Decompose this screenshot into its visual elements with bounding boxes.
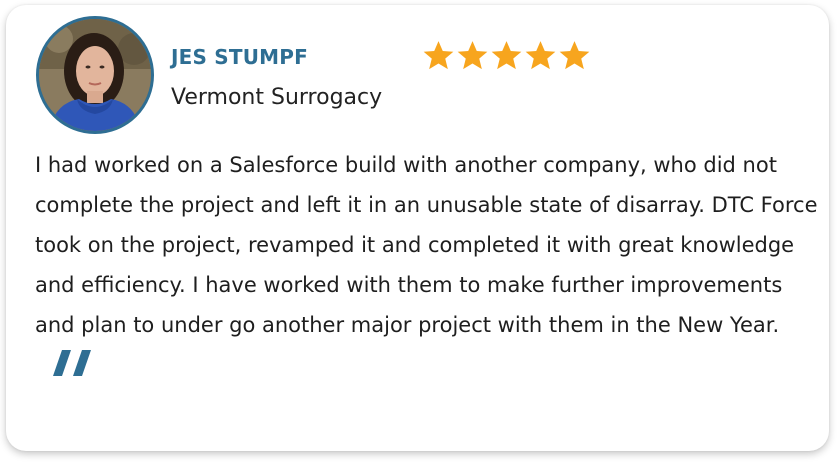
- star-rating: [422, 39, 591, 75]
- reviewer-company: Vermont Surrogacy: [171, 85, 383, 110]
- star-icon: [490, 39, 523, 72]
- star-icon: [456, 39, 489, 72]
- star-icon: [422, 39, 455, 72]
- reviewer-name: JES STUMPF: [171, 45, 308, 69]
- closing-quote-icon: [53, 350, 93, 376]
- star-icon: [524, 39, 557, 72]
- testimonial-card: [6, 5, 829, 451]
- star-icon: [558, 39, 591, 72]
- avatar: [36, 16, 154, 134]
- testimonial-text: [35, 145, 825, 385]
- testimonial-body: I had worked on a Salesforce build with another company, who did not complete the project and left it in an unusable state of disarray. DTC Force took on the project, revamped it and completed it with great knowledge and efficiency. I have worked with them to make further improvements and plan to under go another major project with them in the New Year.: [35, 153, 818, 337]
- avatar-photo-icon: [39, 19, 151, 131]
